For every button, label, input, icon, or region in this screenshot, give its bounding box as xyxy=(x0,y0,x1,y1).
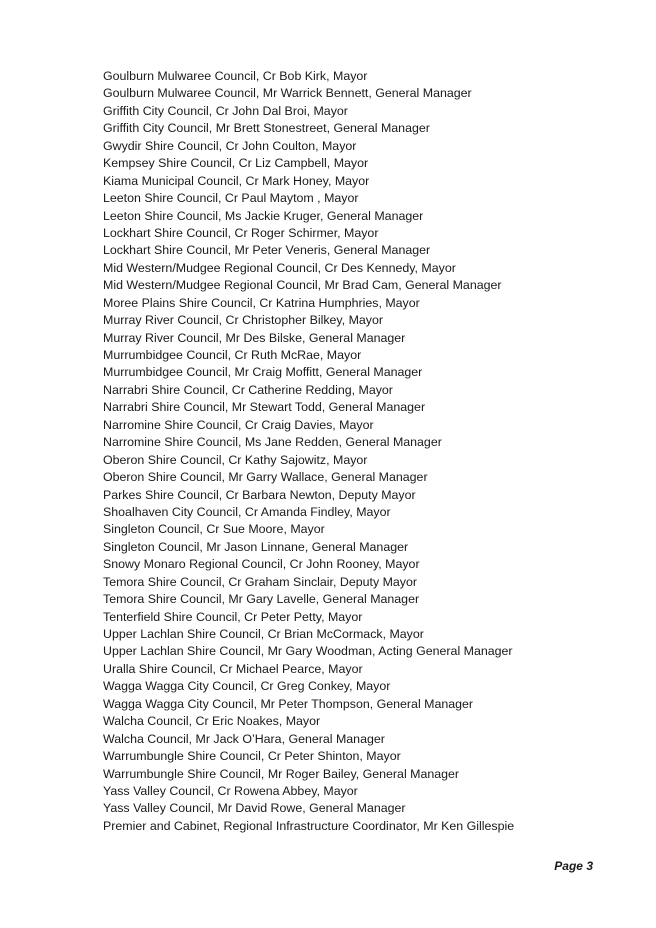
list-item: Temora Shire Council, Mr Gary Lavelle, General Manager xyxy=(103,592,420,607)
list-item: Singleton Council, Cr Sue Moore, Mayor xyxy=(103,522,325,537)
list-item: Snowy Monaro Regional Council, Cr John Rooney, Mayor xyxy=(103,557,420,572)
list-item: Warrumbungle Shire Council, Mr Roger Bailey, General Manager xyxy=(103,766,460,781)
list-item: Lockhart Shire Council, Mr Peter Veneris, General Manager xyxy=(103,243,431,258)
list-item: Walcha Council, Mr Jack O’Hara, General Manager xyxy=(103,731,385,746)
list-item: Singleton Council, Mr Jason Linnane, General Manager xyxy=(103,539,409,554)
list-item: Murrumbidgee Council, Mr Craig Moffitt, General Manager xyxy=(103,365,423,380)
list-item: Murrumbidgee Council, Cr Ruth McRae, Mayor xyxy=(103,348,362,362)
list-item: Griffith City Council, Cr John Dal Broi, Mayor xyxy=(103,103,348,118)
list-item: Parkes Shire Council, Cr Barbara Newton, Deputy Mayor xyxy=(103,487,416,502)
list-item: Yass Valley Council, Mr David Rowe, General Manager xyxy=(103,801,406,816)
list-item: Narrabri Shire Council, Cr Catherine Redding, Mayor xyxy=(103,382,393,397)
list-item: Warrumbungle Shire Council, Cr Peter Shinton, Mayor xyxy=(103,749,401,764)
list-item: Narrabri Shire Council, Mr Stewart Todd, General Manager xyxy=(103,400,426,415)
list-item: Premier and Cabinet, Regional Infrastructure Coordinator, Mr Ken Gillespie xyxy=(103,818,515,833)
list-item: Goulburn Mulwaree Council, Cr Bob Kirk, Mayor xyxy=(103,69,368,83)
list-item: Upper Lachlan Shire Council, Cr Brian McCormack, Mayor xyxy=(103,627,424,641)
list-item: Upper Lachlan Shire Council, Mr Gary Woodman, Acting General Manager xyxy=(103,644,513,659)
page-number: Page 3 xyxy=(554,859,593,873)
list-item: Griffith City Council, Mr Brett Stonestreet, General Manager xyxy=(103,121,430,136)
list-item: Gwydir Shire Council, Cr John Coulton, Mayor xyxy=(103,138,357,153)
list-item: Yass Valley Council, Cr Rowena Abbey, Mayor xyxy=(103,783,358,798)
list-item: Mid Western/Mudgee Regional Council, Mr Brad Cam, General Manager xyxy=(103,278,502,293)
list-item: Leeton Shire Council, Cr Paul Maytom , Mayor xyxy=(103,191,359,206)
list-item: Goulburn Mulwaree Council, Mr Warrick Bennett, General Manager xyxy=(103,86,472,101)
list-item: Moree Plains Shire Council, Cr Katrina Humphries, Mayor xyxy=(103,295,420,310)
list-item: Shoalhaven City Council, Cr Amanda Findley, Mayor xyxy=(103,504,391,519)
list-item: Lockhart Shire Council, Cr Roger Schirmer, Mayor xyxy=(103,225,379,240)
list-item: Mid Western/Mudgee Regional Council, Cr Des Kennedy, Mayor xyxy=(103,260,456,275)
list-item: Murray River Council, Cr Christopher Bilkey, Mayor xyxy=(103,313,384,328)
list-item: Narromine Shire Council, Cr Craig Davies, Mayor xyxy=(103,417,374,432)
list-item: Murray River Council, Mr Des Bilske, General Manager xyxy=(103,330,406,345)
list-item: Oberon Shire Council, Mr Garry Wallace, General Manager xyxy=(103,470,428,485)
list-item: Kiama Municipal Council, Cr Mark Honey, Mayor xyxy=(103,173,370,188)
list-item: Wagga Wagga City Council, Mr Peter Thompson, General Manager xyxy=(103,696,474,711)
list-item: Wagga Wagga City Council, Cr Greg Conkey, Mayor xyxy=(103,679,391,694)
list-item: Kempsey Shire Council, Cr Liz Campbell, Mayor xyxy=(103,156,369,171)
list-item: Temora Shire Council, Cr Graham Sinclair, Deputy Mayor xyxy=(103,574,418,589)
list-item: Oberon Shire Council, Cr Kathy Sajowitz, Mayor xyxy=(103,452,368,467)
list-item: Leeton Shire Council, Ms Jackie Kruger, General Manager xyxy=(103,208,424,223)
list-item: Walcha Council, Cr Eric Noakes, Mayor xyxy=(103,714,321,729)
list-item: Uralla Shire Council, Cr Michael Pearce, Mayor xyxy=(103,661,363,676)
list-item: Tenterfield Shire Council, Cr Peter Petty, Mayor xyxy=(103,609,363,624)
recipient-list xyxy=(103,68,514,835)
list-item: Narromine Shire Council, Ms Jane Redden, General Manager xyxy=(103,435,442,450)
